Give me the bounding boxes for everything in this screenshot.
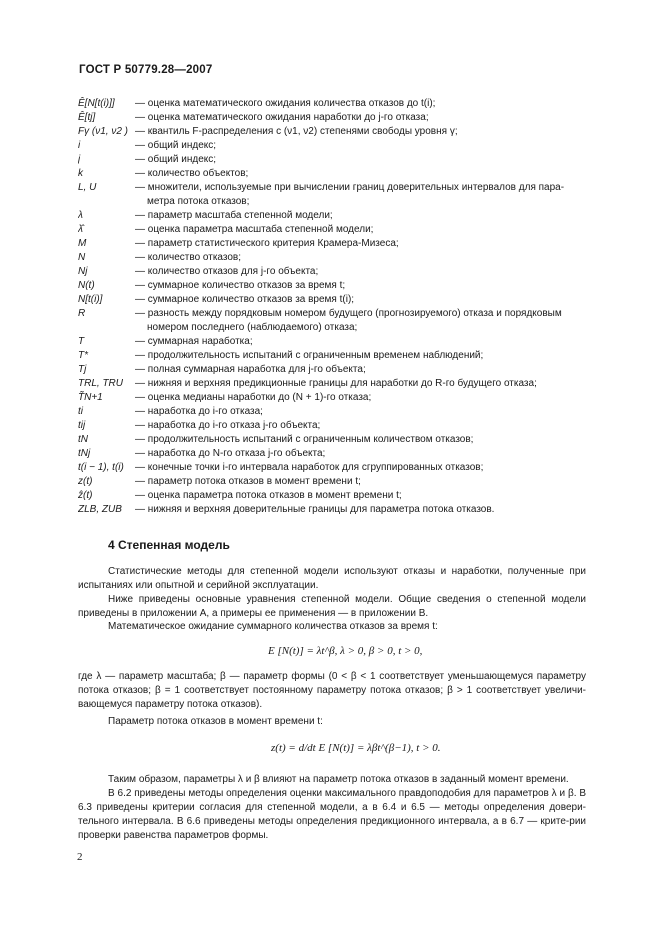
definition-row — [78, 489, 586, 503]
definition-text: — продолжительность испытаний с ограниченным временем наблюдений; — [135, 350, 484, 361]
definition-row — [78, 279, 586, 293]
definition-symbol: N[t(i)] — [78, 294, 103, 305]
page-number: 2 — [77, 851, 83, 863]
definition-text: — оценка математического ожидания количества отказов до t(i); — [135, 98, 436, 109]
definition-row — [78, 139, 586, 153]
definition-symbol: ZLB, ZUB — [78, 504, 122, 515]
paragraph: Математическое ожидание суммарного количества отказов за время t: — [108, 621, 438, 632]
definition-text: — общий индекс; — [135, 154, 217, 165]
definition-text: — продолжительность испытаний с ограниченным количеством отказов; — [135, 434, 474, 445]
definition-text: — суммарное количество отказов за время t; — [135, 280, 346, 291]
definition-text: — наработка до i-го отказа j-го объекта; — [135, 420, 321, 431]
definition-text: — оценка параметра масштаба степенной модели; — [135, 224, 374, 235]
definition-row — [78, 111, 586, 125]
definition-continuation: номером последнего (наблюдаемого) отказа; — [147, 322, 358, 333]
definition-text: — суммарная наработка; — [135, 336, 253, 347]
definition-symbol: tij — [78, 420, 86, 431]
definition-symbol: j — [78, 154, 81, 165]
page-header: ГОСТ Р 50779.28—2007 — [79, 64, 213, 76]
definition-symbol: λ̂ — [78, 224, 83, 235]
definition-symbol: T — [78, 336, 85, 347]
definition-text: — оценка медианы наработки до (N + 1)-го отказа; — [135, 392, 372, 403]
definition-symbol: ti — [78, 406, 83, 417]
paragraph: Параметр потока отказов в момент времени t: — [108, 716, 323, 727]
definition-text: — наработка до N-го отказа j-го объекта; — [135, 448, 326, 459]
definition-symbol: T̃N+1 — [78, 392, 103, 403]
definition-symbol: Fγ (ν1, ν2 ) — [78, 126, 129, 137]
definition-symbol: Tj — [78, 364, 87, 375]
definition-row — [78, 391, 586, 405]
paragraph: В 6.2 приведены методы определения оценки максимального правдоподобия для параметров λ и β. В 6.3 приведены критерии согласия для степенной модели, а в 6.4 и 6.5 — методы определения довери-тельного интервала. В 6.6 приведены методы определения предикционного интервала, а в 6.7 — крите-рии проверки равенства параметров формы. — [78, 788, 586, 841]
definition-row — [78, 307, 586, 321]
definition-text: — количество отказов; — [135, 252, 242, 263]
definition-text: — множители, используемые при вычислении границ доверительных интервалов для пара- — [135, 182, 565, 193]
definition-text: — количество отказов для j-го объекта; — [135, 266, 319, 277]
definition-symbol: tN — [78, 434, 88, 445]
definition-row — [78, 503, 586, 517]
definition-symbol: i — [78, 140, 81, 151]
definition-row — [78, 293, 586, 307]
definition-text: — общий индекс; — [135, 140, 217, 151]
definition-symbol: ẑ(t) — [78, 490, 93, 501]
definition-symbol: Ê[N[t(i)]] — [78, 98, 115, 109]
definition-text: — полная суммарная наработка для j-го объекта; — [135, 364, 366, 375]
definition-row — [78, 153, 586, 167]
definition-row — [78, 97, 586, 111]
definition-row — [78, 433, 586, 447]
definition-row — [78, 125, 586, 139]
definition-symbol: z(t) — [78, 476, 93, 487]
formula-expected-failures: E [N(t)] = λt^β, λ > 0, β > 0, t > 0, — [268, 645, 423, 657]
paragraph: Ниже приведены основные уравнения степенной модели. Общие сведения о степенной модели приведены в приложении А, а примеры ее применения — в приложении В. — [78, 594, 586, 619]
definition-symbol: Nj — [78, 266, 88, 277]
formula-failure-intensity: z(t) = d/dt E [N(t)] = λβt^(β−1), t > 0. — [271, 742, 441, 754]
definition-row — [78, 363, 586, 377]
definition-text: — квантиль F-распределения с (ν1, ν2) степенями свободы уровня γ; — [135, 126, 458, 137]
definition-row — [78, 405, 586, 419]
definition-row — [78, 209, 586, 223]
definition-row — [78, 335, 586, 349]
definition-row — [78, 223, 586, 237]
definition-symbol: R — [78, 308, 86, 319]
definition-row — [78, 377, 586, 391]
definition-text: — параметр масштаба степенной модели; — [135, 210, 333, 221]
definition-text: — параметр статистического критерия Крамера-Мизеса; — [135, 238, 399, 249]
definition-symbol: k — [78, 168, 83, 179]
definition-symbol: Ê[tj] — [78, 112, 96, 123]
definition-text: — нижняя и верхняя предикционные границы для наработки до R-го будущего отказа; — [135, 378, 537, 389]
definition-text: — конечные точки i-го интервала наработок для сгруппированных отказов; — [135, 462, 484, 473]
definition-text: — количество объектов; — [135, 168, 249, 179]
definition-symbol: M — [78, 238, 87, 249]
definition-symbol: L, U — [78, 182, 97, 193]
definition-row — [78, 167, 586, 181]
paragraph: Таким образом, параметры λ и β влияют на параметр потока отказов в заданный момент времени. — [108, 774, 569, 785]
definition-row — [78, 349, 586, 363]
definition-symbol: tNj — [78, 448, 91, 459]
paragraph: Статистические методы для степенной модели используют отказы и наработки, полученные при испытаниях или опытной и серийной эксплуатации. — [78, 566, 586, 591]
definition-row — [78, 475, 586, 489]
definition-symbol: TRL, TRU — [78, 378, 123, 389]
definition-text: — оценка параметра потока отказов в момент времени t; — [135, 490, 402, 501]
definition-symbol: λ — [78, 210, 83, 221]
section-title: 4 Степенная модель — [108, 538, 230, 552]
definition-text: — суммарное количество отказов за время t(i); — [135, 294, 355, 305]
definition-text: — нижняя и верхняя доверительные границы для параметра потока отказов. — [135, 504, 495, 515]
definition-text: — наработка до i-го отказа; — [135, 406, 263, 417]
definition-row — [78, 447, 586, 461]
definition-row — [78, 265, 586, 279]
definition-row — [78, 461, 586, 475]
definition-text: — оценка математического ожидания наработки до j-го отказа; — [135, 112, 429, 123]
definition-text: — разность между порядковым номером будущего (прогнозируемого) отказа и порядковым — [135, 308, 562, 319]
paragraph: где λ — параметр масштаба; β — параметр формы (0 < β < 1 соответствует уменьшающемуся параметру потока отказов; β = 1 соответствует постоянному параметру потока отказов; β > 1 соответствует увеличи-вающемуся параметру потока отказов). — [78, 671, 586, 710]
definition-symbol: T* — [78, 350, 88, 361]
definition-text: — параметр потока отказов в момент времени t; — [135, 476, 361, 487]
definition-row — [78, 251, 586, 265]
definition-row — [78, 181, 586, 195]
definition-symbol: t(i − 1), t(i) — [78, 462, 124, 473]
definition-row — [78, 419, 586, 433]
definition-continuation: метра потока отказов; — [147, 196, 250, 207]
definition-row — [78, 237, 586, 251]
definition-symbol: N(t) — [78, 280, 95, 291]
definitions-list — [78, 97, 586, 517]
definition-symbol: N — [78, 252, 86, 263]
